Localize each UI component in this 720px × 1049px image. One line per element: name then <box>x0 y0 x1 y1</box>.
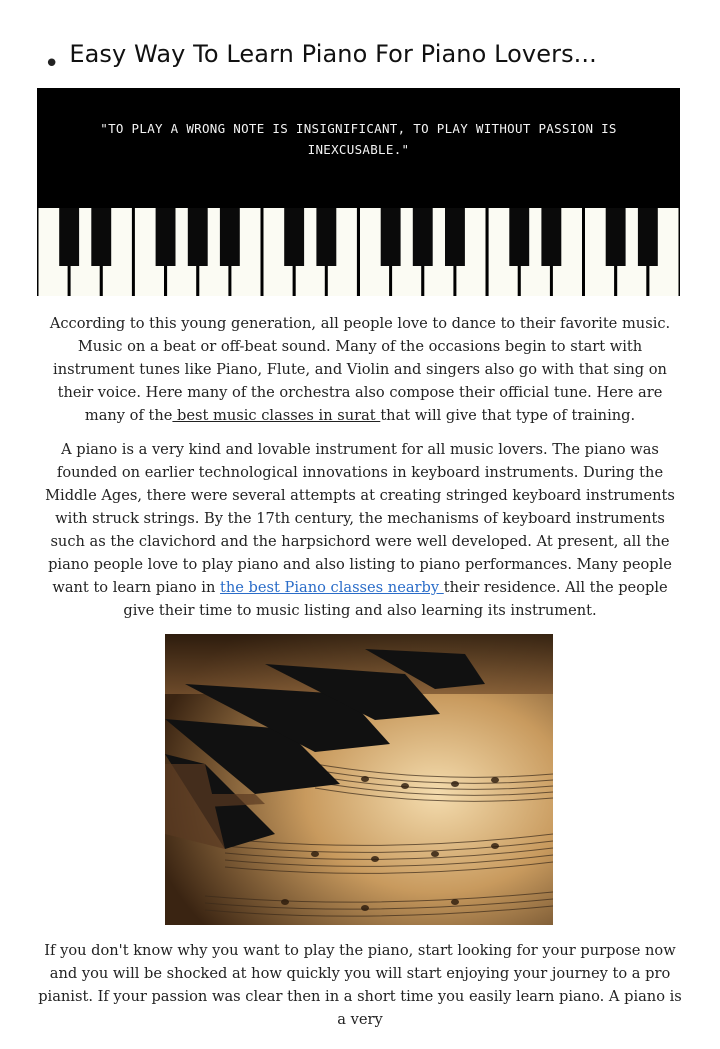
black-key <box>638 208 658 266</box>
piano-classes-link[interactable]: the best Piano classes nearby <box>220 579 444 596</box>
black-key <box>91 208 111 266</box>
black-key <box>381 208 401 266</box>
quote-banner <box>37 88 680 296</box>
black-key <box>59 208 79 266</box>
black-key <box>220 208 240 266</box>
black-key <box>156 208 176 266</box>
black-key <box>413 208 433 266</box>
piano-paragraph <box>36 438 684 622</box>
piano-text: A piano is a very kind and lovable instrument for all music lovers. The piano was founded on earlier technological innovations in keyboard instruments. During the Middle Ages, there were several attempts at creating stringed keyboard instruments with struck strings. By the 17th century, the mechanisms of keyboard instruments such as the clavichord and the harpsichord were well developed. At present, all the piano people love to play piano and also listing to piano performances. Many people want to learn piano in <box>45 441 675 596</box>
title-row <box>44 40 597 79</box>
black-key <box>541 208 561 266</box>
black-key <box>445 208 465 266</box>
black-key <box>509 208 529 266</box>
intro-text-end: that will give that type of training. <box>380 407 636 424</box>
music-classes-link[interactable]: best music classes in surat <box>172 407 381 424</box>
banner-quote: "TO PLAY A WRONG NOTE IS INSIGNIFICANT, TO PLAY WITHOUT PASSION IS INEXCUSABLE." <box>100 121 617 157</box>
piano-keys-illustration <box>37 88 680 296</box>
black-key <box>284 208 304 266</box>
black-key <box>188 208 208 266</box>
title-bullet: • <box>44 49 60 79</box>
piano-text-end: their residence. All the people give their time to music listing and also learning its instrument. <box>123 579 668 619</box>
intro-text: According to this young generation, all people love to dance to their favorite music. Music on a beat or off-beat sound. Many of the occasions begin to start with instrument tunes like Piano, Flute, and Violin and singers also go with that sing on their voice. Here many of the orchestra also compose their official tune. Here are many of the <box>49 315 671 424</box>
piano-sheet-music-photo <box>165 634 553 925</box>
purpose-text: If you don't know why you want to play the piano, start looking for your purpose now and you will be shocked at how quickly you will start enjoying your journey to a pro pianist. If your passion was clear then in a short time you easily learn piano. A piano is a very <box>38 942 682 1028</box>
black-key <box>316 208 336 266</box>
intro-paragraph <box>36 312 684 427</box>
purpose-paragraph <box>36 939 684 1031</box>
black-key <box>606 208 626 266</box>
page-title: Easy Way To Learn Piano For Piano Lovers... <box>69 40 597 68</box>
